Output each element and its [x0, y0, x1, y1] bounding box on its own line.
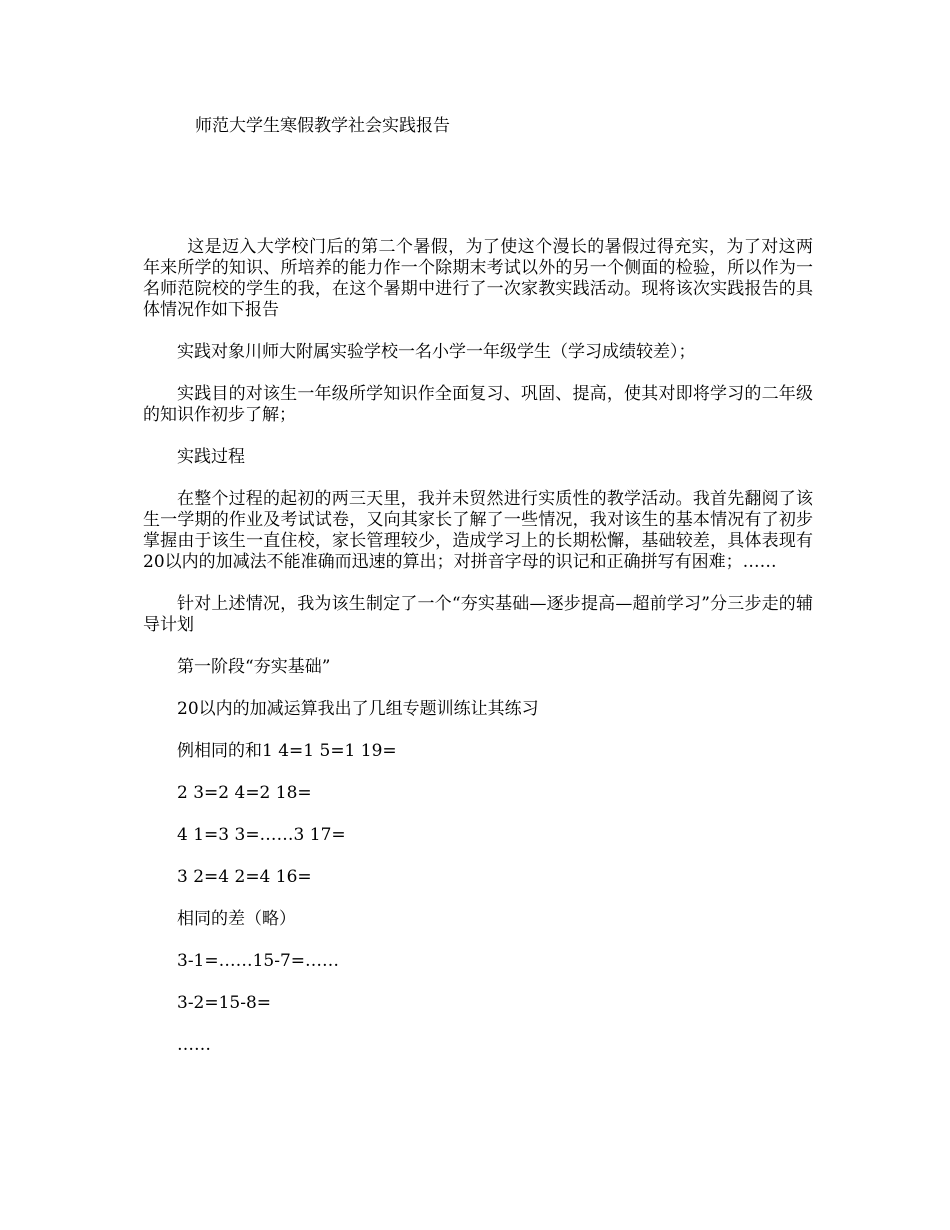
paragraph-tutoring-plan: 针对上述情况，我为该生制定了一个“夯实基础—逐步提高—超前学习”分三步走的辅导计划: [143, 594, 813, 635]
paragraph-practice-process-heading: 实践过程: [177, 447, 245, 467]
stage-one-heading: 第一阶段“夯实基础”: [177, 657, 331, 677]
paragraph-intro: 这是迈入大学校门后的第二个暑假，为了使这个漫长的暑假过得充实，为了对这两年来所学的知识、所培养的能力作一个除期末考试以外的另一个侧面的检验，所以作为一名师范院校的学生的我，在这个暑期中进行了一次家教实践活动。现将该次实践报告的具体情况作如下报告: [143, 237, 813, 320]
document-body: [143, 237, 813, 1077]
exercise-intro: 20以内的加减运算我出了几组专题训练让其练习: [177, 699, 539, 719]
exercise-subheading: 相同的差（略）: [177, 909, 296, 929]
exercise-line: 3 2=4 2=4 16=: [177, 867, 312, 887]
exercise-line: 3-1=……15-7=……: [177, 951, 340, 971]
paragraph-practice-subject: 实践对象川师大附属实验学校一名小学一年级学生（学习成绩较差）；: [177, 342, 696, 362]
document-title: 师范大学生寒假教学社会实践报告: [195, 116, 450, 136]
paragraph-practice-purpose: 实践目的对该生一年级所学知识作全面复习、巩固、提高，使其对即将学习的二年级的知识作初步了解；: [143, 384, 813, 425]
paragraph-initial-assessment: 在整个过程的起初的两三天里，我并未贸然进行实质性的教学活动。我首先翻阅了该生一学期的作业及考试试卷，又向其家长了解了一些情况，我对该生的基本情况有了初步掌握由于该生一直住校，家长管理较少，造成学习上的长期松懈，基础较差，具体表现有20以内的加减法不能准确而迅速的算出；对拼音字母的识记和正确拼写有困难；……: [143, 489, 813, 572]
exercise-line: 例相同的和1 4=1 5=1 19=: [177, 741, 397, 761]
ellipsis-line: ……: [177, 1035, 211, 1055]
exercise-line: 4 1=3 3=……3 17=: [177, 825, 346, 845]
exercise-line: 3-2=15-8=: [177, 993, 272, 1013]
exercise-line: 2 3=2 4=2 18=: [177, 783, 312, 803]
